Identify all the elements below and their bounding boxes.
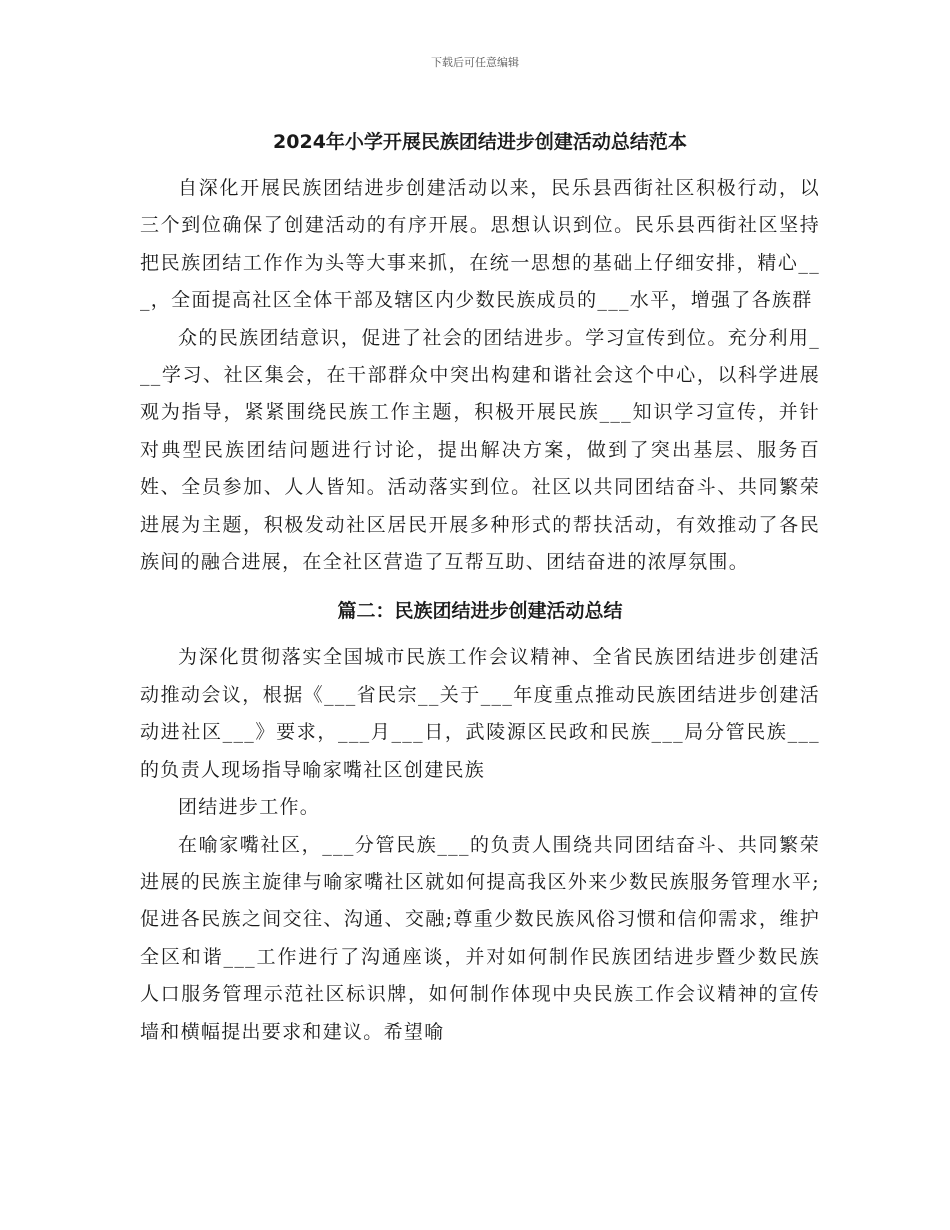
paragraph: 在喻家嘴社区，___分管民族___的负责人围绕共同团结奋斗、共同繁荣进展的民族主旋律与喻家嘴社区就如何提高我区外来少数民族服务管理水平;促进各民族之间交往、沟通、交融;尊重少数民族风俗习惯和信仰需求，维护全区和谐___工作进行了沟通座谈，并对如何制作民族团结进步暨少数民族人口服务管理示范社区标识牌，如何制作体现中央民族工作会议精神的宣传墙和横幅提出要求和建议。希望喻 [140,833,820,1043]
document-body [140,124,820,1051]
paragraph: 自深化开展民族团结进步创建活动以来，民乐县西街社区积极行动，以三个到位确保了创建活动的有序开展。思想认识到位。民乐县西街社区坚持把民族团结工作作为头等大事来抓，在统一思想的基础上仔细安排，精心___，全面提高社区全体干部及辖区内少数民族成员的___水平，增强了各族群 [140,177,820,312]
section-heading: 篇二：民族团结进步创建活动总结 [337,600,623,623]
page-header-note: 下载后可任意编辑 [431,56,519,69]
paragraph: 团结进步工作。 [178,796,321,819]
paragraph: 众的民族团结意识，促进了社会的团结进步。学习宣传到位。充分利用___学习、社区集会，在干部群众中突出构建和谐社会这个中心，以科学进展观为指导，紧紧围绕民族工作主题，积极开展民族___知识学习宣传，并针对典型民族团结问题进行讨论，提出解决方案，做到了突出基层、服务百姓、全员参加、人人皆知。活动落实到位。社区以共同团结奋斗、共同繁荣进展为主题，积极发动社区居民开展多种形式的帮扶活动，有效推动了各民族间的融合进展，在全社区营造了互帮互助、团结奋进的浓厚氛围。 [140,326,820,574]
document-title: 2024年小学开展民族团结进步创建活动总结范本 [273,131,687,153]
paragraph: 为深化贯彻落实全国城市民族工作会议精神、全省民族团结进步创建活动推动会议，根据《___省民宗__关于___年度重点推动民族团结进步创建活动进社区___》要求，___月___日，武陵源区民政和民族___局分管民族___的负责人现场指导喻家嘴社区创建民族 [140,646,820,781]
